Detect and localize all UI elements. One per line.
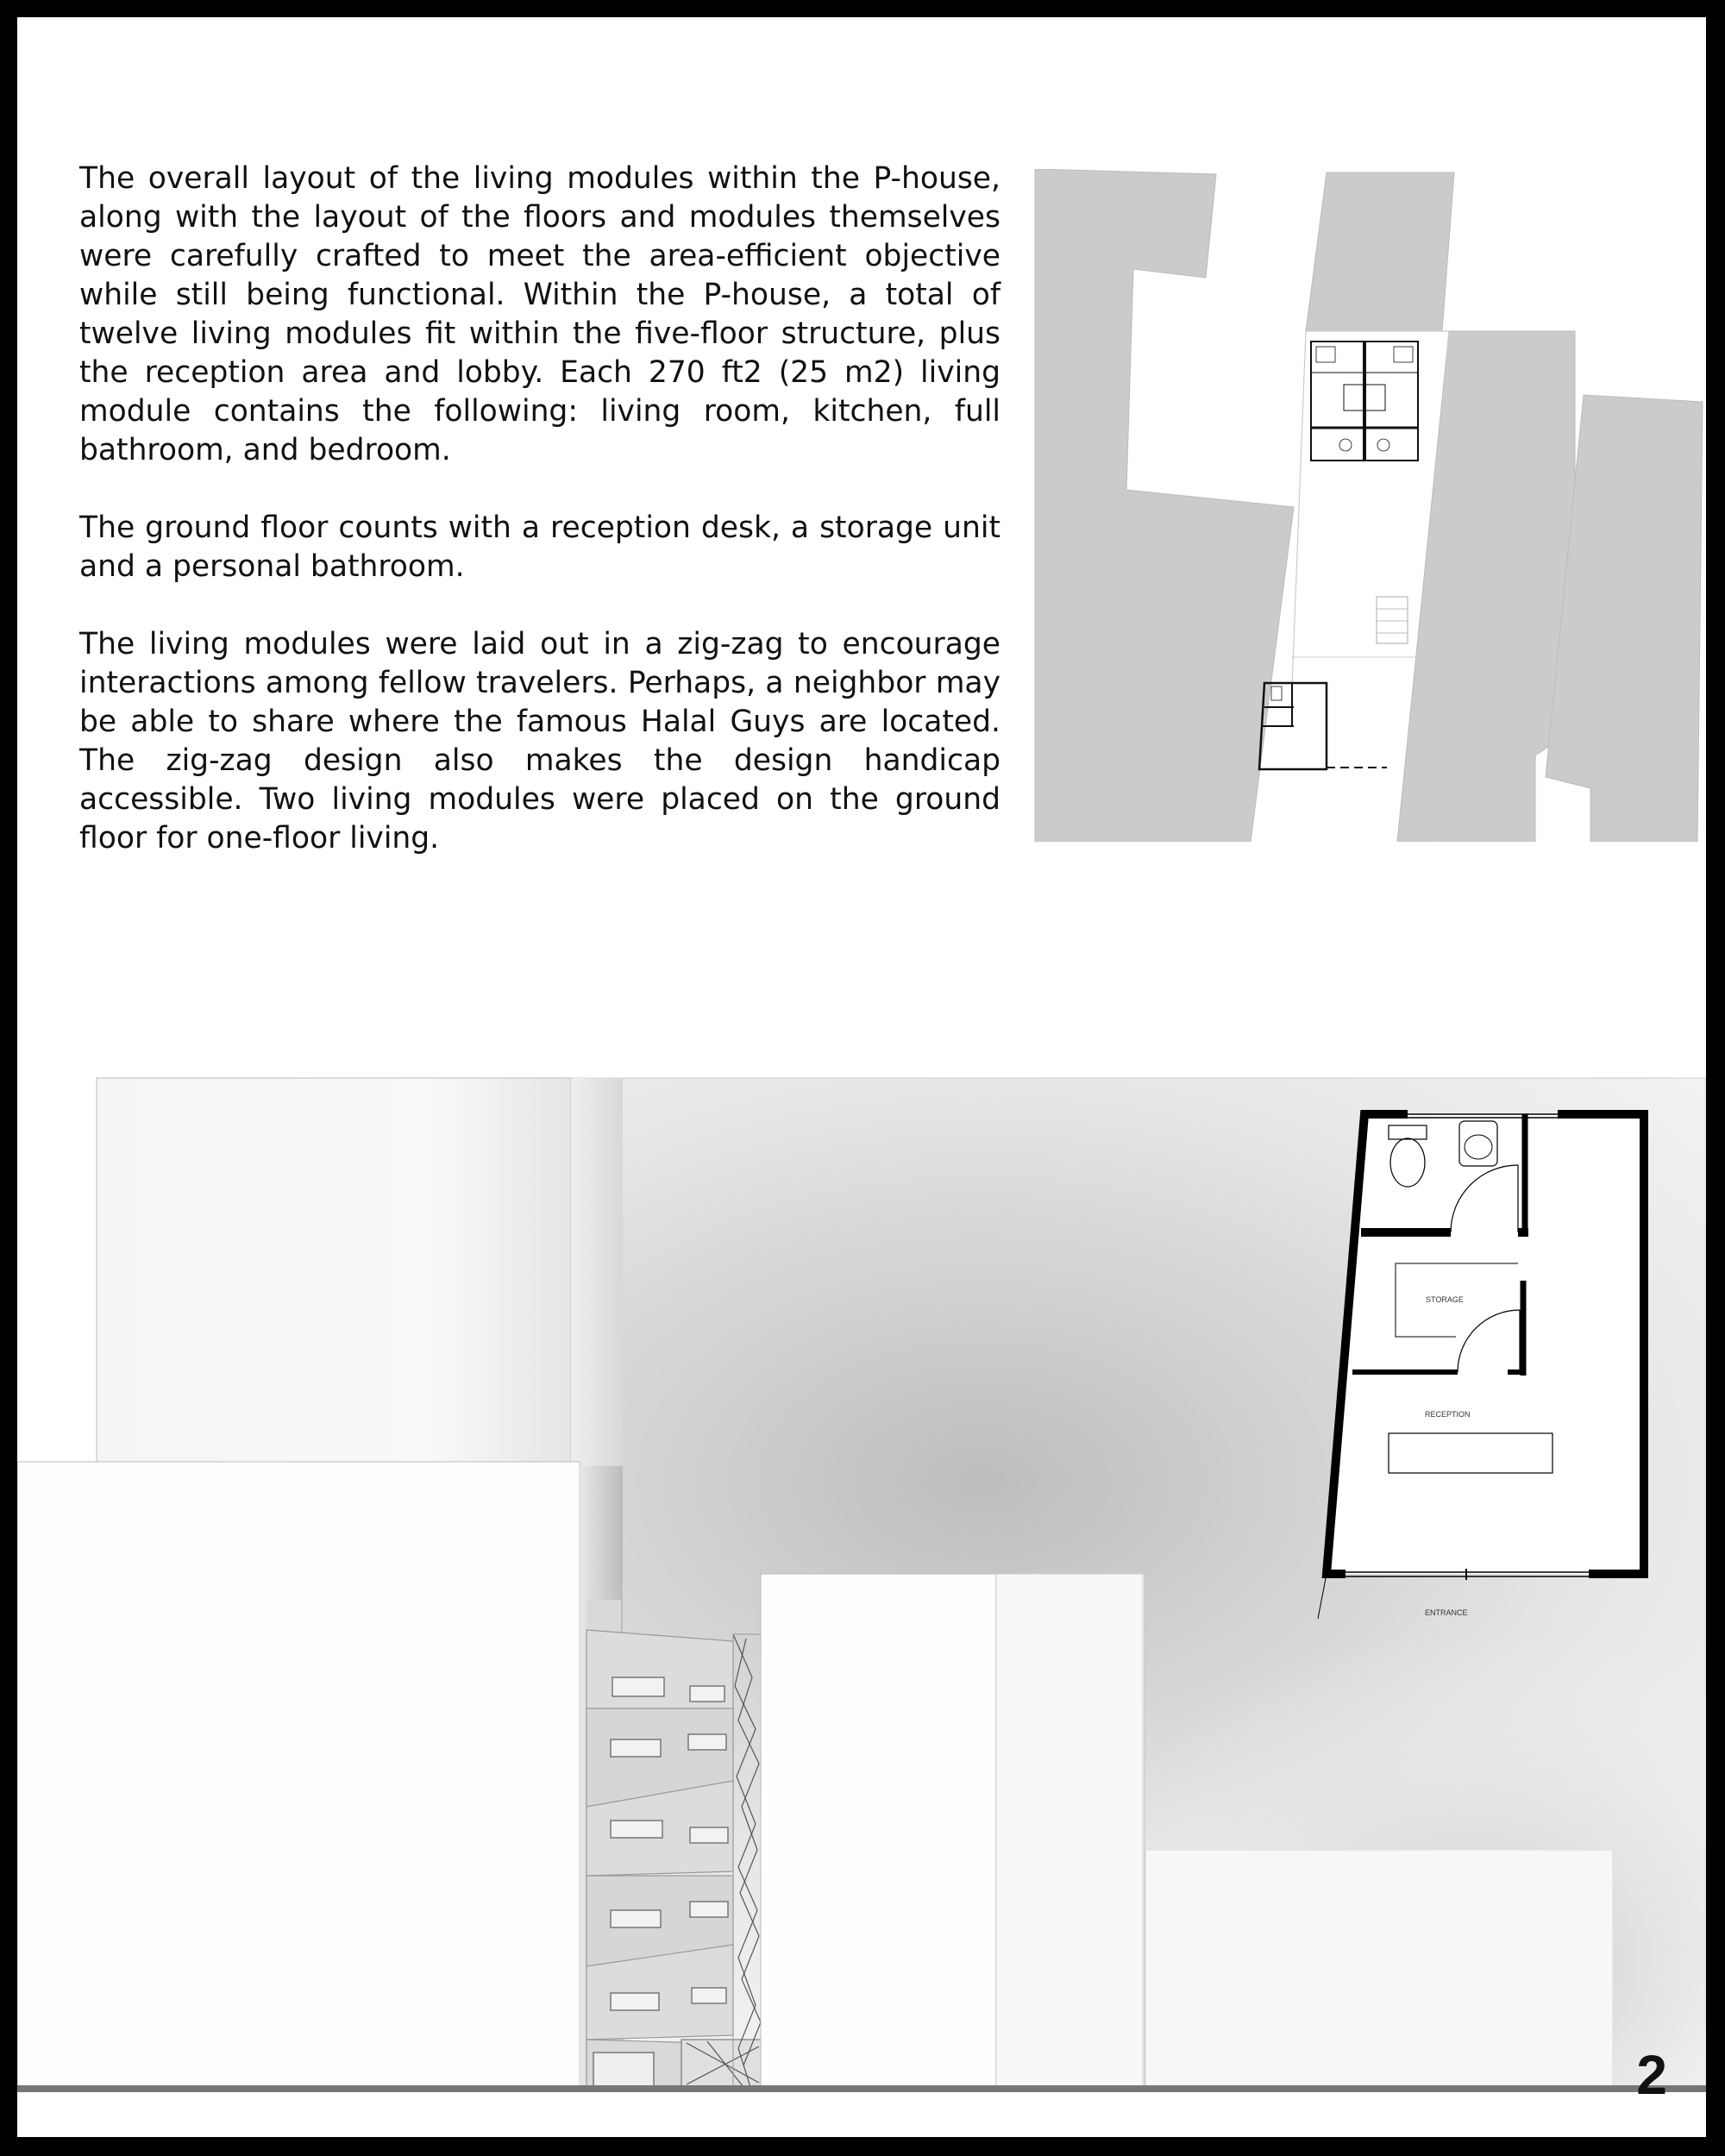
reception-label: RECEPTION: [1425, 1410, 1471, 1419]
entrance-label: ENTRANCE: [1425, 1608, 1468, 1617]
building-section-and-floor-plan: [17, 996, 1706, 2137]
paragraph-1: The overall layout of the living modules within the P-house, along with the layout of the floors and modules themselves were carefully crafted to meet the area-efficient objective while still being functional. Within the P-house, a total of twelve living modules fit within the five-floor structure, plus the reception area and lobby. Each 270 ft2 (25 m2) living module contains the following: living room, kitchen, full bathroom, and bedroom.: [79, 161, 1000, 467]
page-number: 2: [1636, 2044, 1667, 2106]
paragraph-3: The living modules were laid out in a zig-zag to encourage interactions among fellow travelers. Perhaps, a neighbor may be able to share where the famous Halal Guys are located. The zig-zag design also makes the design handicap accessible. Two living modules were placed on the ground floor for one-floor living.: [79, 627, 1000, 856]
paragraph-2: The ground floor counts with a reception desk, a storage unit and a personal bathroom.: [79, 511, 1000, 584]
storage-label: STORAGE: [1426, 1295, 1464, 1304]
document-page: [17, 17, 1706, 2137]
body-text: [79, 160, 1000, 897]
ground-floor-plan: [1318, 1114, 1644, 1619]
site-plan-diagram: [1033, 169, 1706, 842]
building-mass-top: [1306, 172, 1454, 331]
